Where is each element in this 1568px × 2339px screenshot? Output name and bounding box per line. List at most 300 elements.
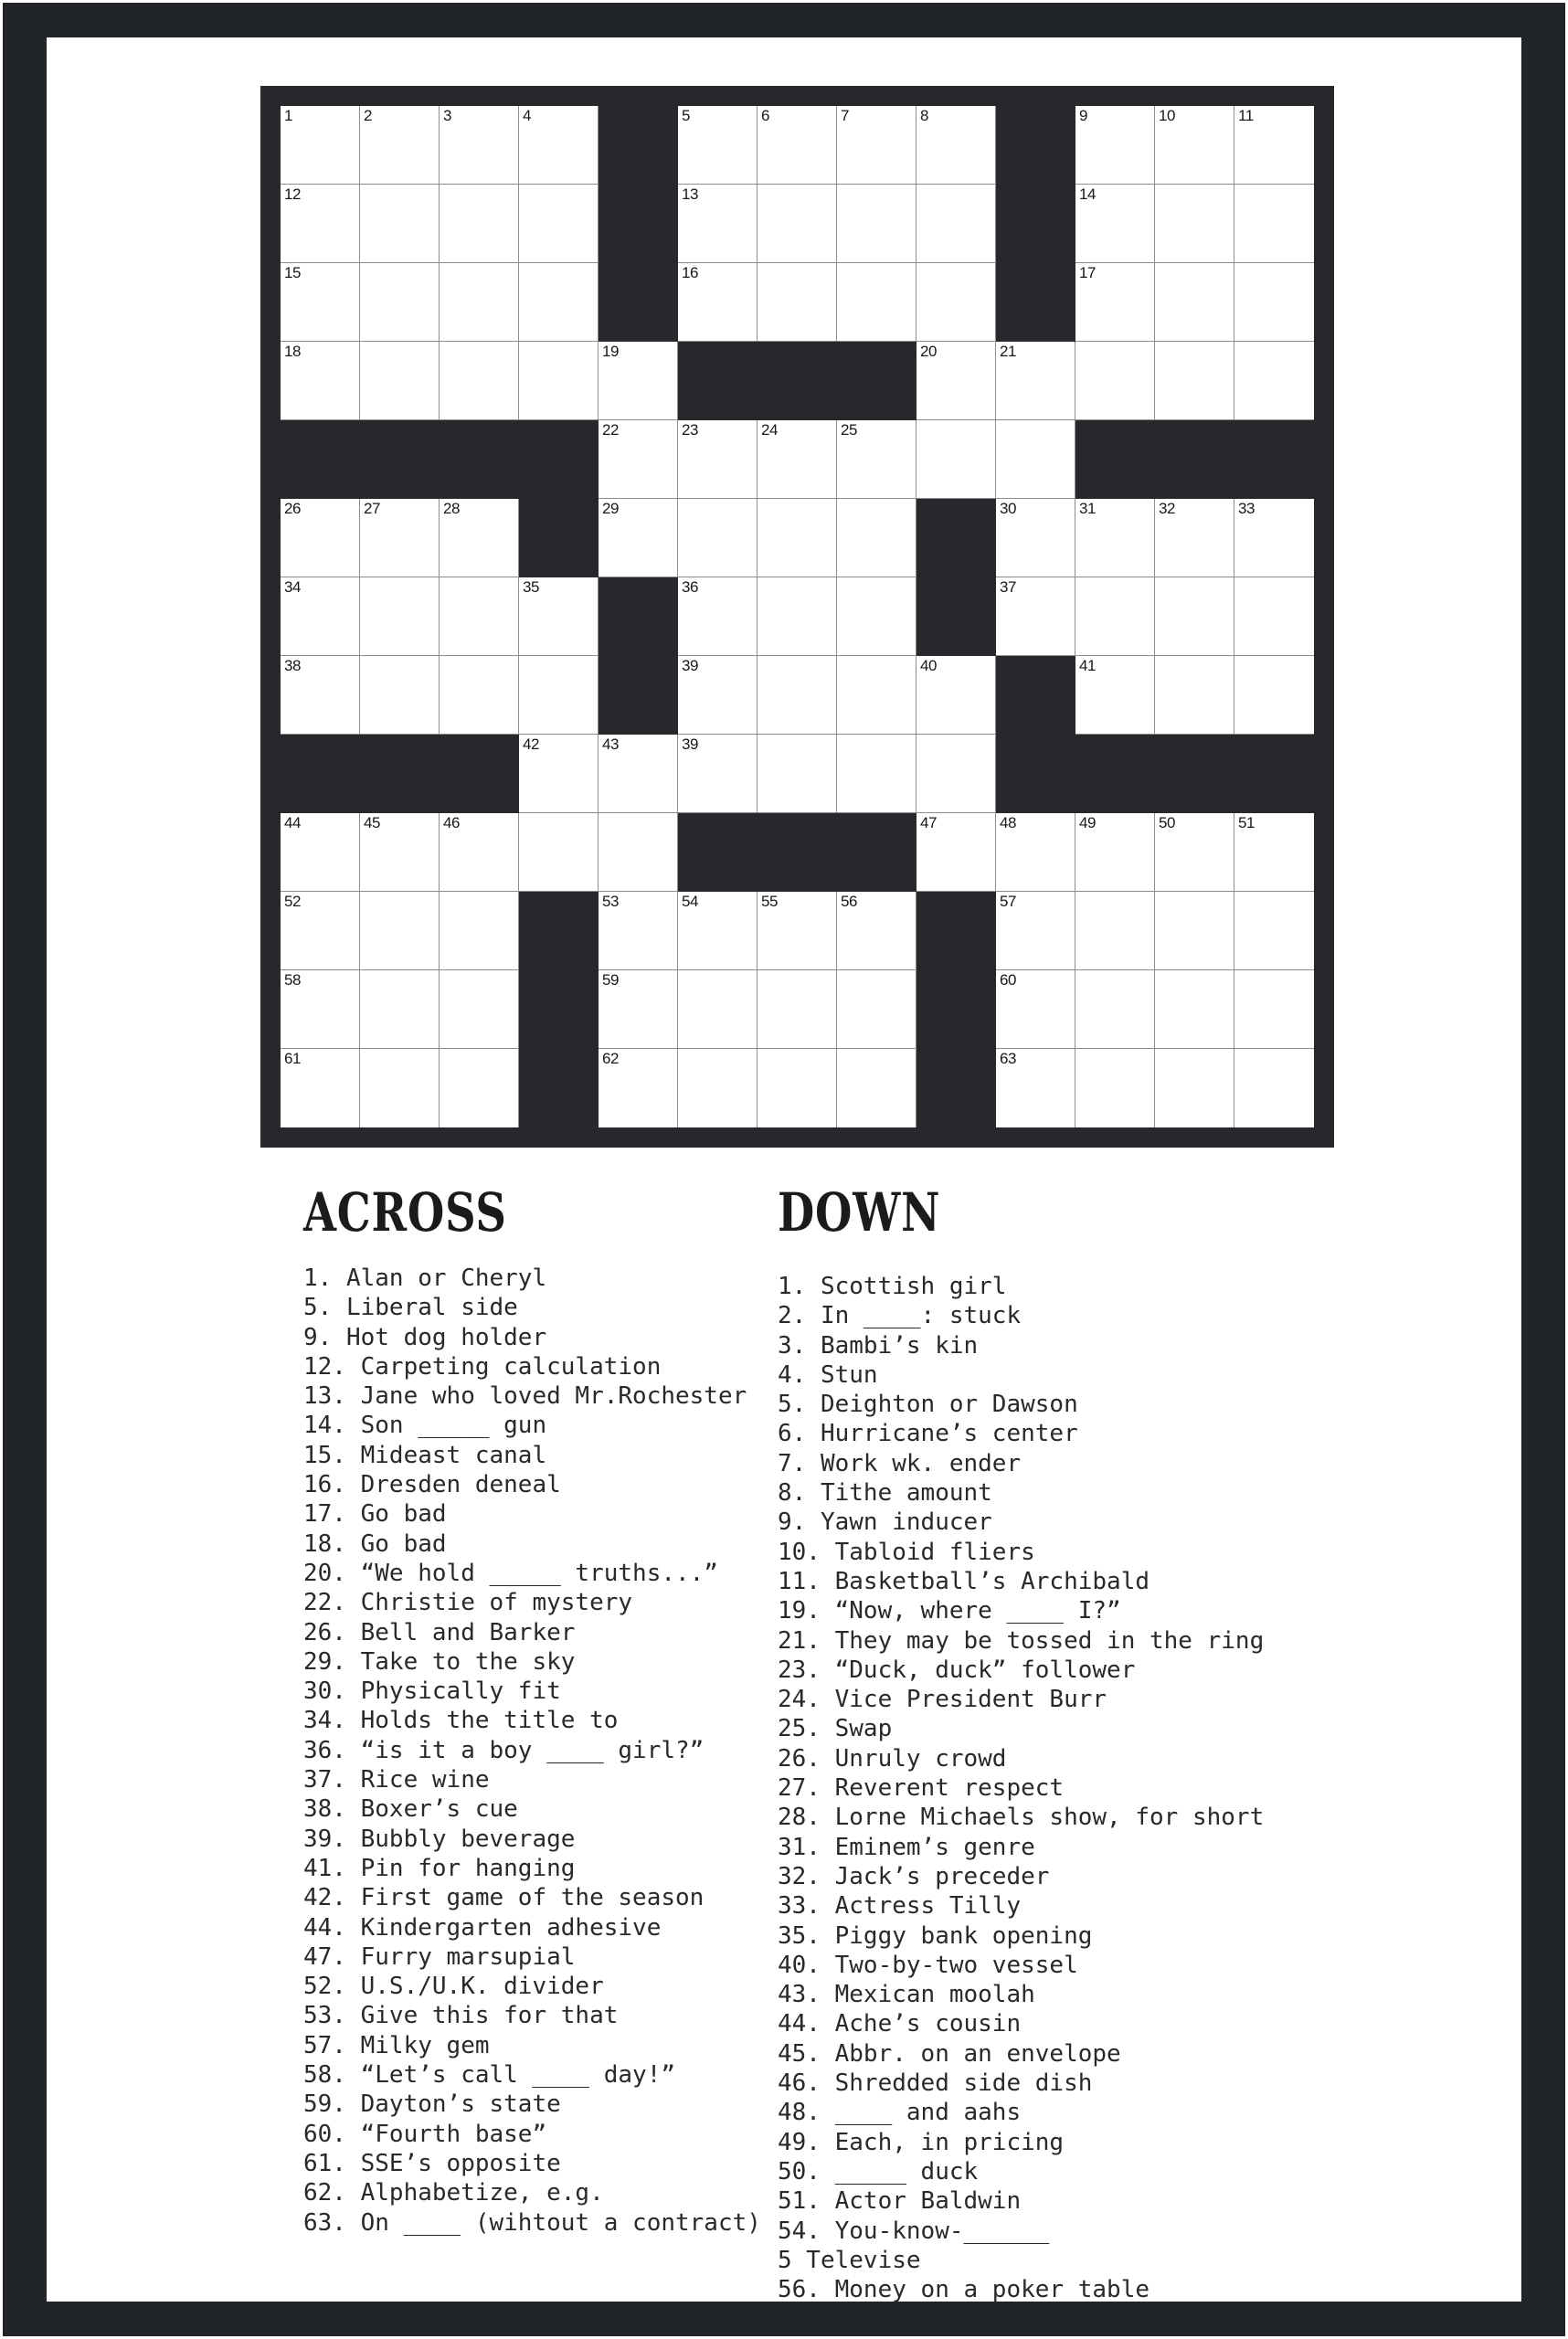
clue-number: 3. <box>778 1331 807 1360</box>
clue-number: 13. <box>303 1382 346 1411</box>
cell-number: 52 <box>284 893 301 910</box>
black-cell <box>916 970 996 1049</box>
grid-cell[interactable] <box>678 970 758 1049</box>
clue-number: 47. <box>303 1942 346 1971</box>
clue-item <box>778 1508 1264 1537</box>
clue-text: SSE’s opposite <box>345 2149 561 2177</box>
clue-text: Holds the title to <box>345 1707 619 1735</box>
clue-number: 5. <box>778 1391 807 1419</box>
clue-item <box>778 2217 1264 2246</box>
clue-text: ____ and aahs <box>820 2099 1022 2127</box>
grid-cell[interactable] <box>837 892 916 970</box>
cell-number: 31 <box>1079 500 1096 517</box>
black-cell <box>440 735 519 813</box>
grid-cell[interactable] <box>1155 263 1234 342</box>
grid-cell[interactable] <box>281 342 360 420</box>
grid-cell[interactable] <box>360 185 440 263</box>
clue-item <box>303 1677 761 1706</box>
grid-cell[interactable] <box>599 892 678 970</box>
clue-text: First game of the season <box>345 1884 705 1912</box>
clue-text: Unruly crowd <box>820 1744 1007 1773</box>
grid-cell[interactable] <box>678 185 758 263</box>
grid-cell[interactable] <box>678 892 758 970</box>
grid-cell[interactable] <box>758 185 837 263</box>
black-cell <box>1234 420 1314 499</box>
clue-item <box>303 2001 761 2030</box>
clue-number: 21. <box>778 1626 821 1655</box>
cell-number: 40 <box>920 657 937 674</box>
clue-item <box>778 2098 1264 2127</box>
grid-cell[interactable] <box>1155 970 1234 1049</box>
grid-cell[interactable] <box>1234 106 1314 185</box>
grid-cell[interactable] <box>440 263 519 342</box>
grid-cell[interactable] <box>281 656 360 735</box>
grid-cell[interactable] <box>440 813 519 892</box>
grid-cell[interactable] <box>996 892 1075 970</box>
grid-cell[interactable] <box>837 263 916 342</box>
clue-number: 46. <box>778 2069 821 2098</box>
clue-number: 44. <box>303 1913 346 1942</box>
grid-cell[interactable] <box>281 813 360 892</box>
grid-cell[interactable] <box>1155 342 1234 420</box>
clue-text: Dresden deneal <box>345 1471 561 1499</box>
across-heading: ACROSS <box>303 1181 507 1244</box>
grid-cell[interactable] <box>1155 577 1234 656</box>
clue-item <box>778 1773 1264 1803</box>
cell-number: 12 <box>284 185 301 203</box>
black-cell <box>1155 420 1234 499</box>
clue-item <box>303 1529 761 1559</box>
grid-cell[interactable] <box>599 970 678 1049</box>
grid-cell[interactable] <box>440 656 519 735</box>
clue-text: In ____: stuck <box>806 1302 1022 1330</box>
grid-cell[interactable] <box>440 185 519 263</box>
grid-cell[interactable] <box>519 185 599 263</box>
grid-cell[interactable] <box>599 342 678 420</box>
clue-item <box>778 1862 1264 1891</box>
grid-cell[interactable] <box>1234 970 1314 1049</box>
clue-number: 51. <box>778 2187 821 2216</box>
grid-cell[interactable] <box>996 577 1075 656</box>
grid-cell[interactable] <box>360 892 440 970</box>
clue-item <box>778 1626 1264 1656</box>
grid-cell[interactable] <box>599 735 678 813</box>
grid-cell[interactable] <box>281 185 360 263</box>
grid-cell[interactable] <box>1155 1049 1234 1127</box>
clue-item <box>303 2090 761 2119</box>
cell-number: 6 <box>761 107 769 124</box>
grid-cell[interactable] <box>678 1049 758 1127</box>
clue-number: 59. <box>303 2090 346 2119</box>
cell-number: 50 <box>1159 814 1175 831</box>
clue-item <box>303 1352 761 1381</box>
grid-cell[interactable] <box>440 970 519 1049</box>
grid-cell[interactable] <box>440 342 519 420</box>
clue-number: 19. <box>778 1597 821 1625</box>
clue-item <box>303 1706 761 1735</box>
grid-cell[interactable] <box>837 1049 916 1127</box>
clue-number: 60. <box>303 2120 346 2148</box>
grid-cell[interactable] <box>360 106 440 185</box>
clue-item <box>778 1272 1264 1301</box>
grid-cell[interactable] <box>281 1049 360 1127</box>
cell-number: 43 <box>602 736 619 753</box>
grid-cell[interactable] <box>1234 813 1314 892</box>
grid-cell[interactable] <box>1155 185 1234 263</box>
cell-number: 39 <box>682 657 698 674</box>
clue-item <box>778 2009 1264 2038</box>
grid-cell[interactable] <box>281 106 360 185</box>
clue-number: 16. <box>303 1471 346 1499</box>
grid-cell[interactable] <box>1234 263 1314 342</box>
clue-item <box>303 1854 761 1883</box>
grid-cell[interactable] <box>519 263 599 342</box>
grid-cell[interactable] <box>599 499 678 577</box>
cell-number: 18 <box>284 343 301 360</box>
clue-number: 1. <box>778 1273 807 1300</box>
grid-cell[interactable] <box>1234 577 1314 656</box>
clue-text: Take to the sky <box>345 1647 576 1676</box>
cell-number: 39 <box>682 736 698 753</box>
clue-number: 26. <box>778 1744 821 1773</box>
grid-cell[interactable] <box>1075 970 1155 1049</box>
grid-cell[interactable] <box>758 1049 837 1127</box>
grid-cell[interactable] <box>1075 892 1155 970</box>
clue-text: Deighton or Dawson <box>806 1391 1078 1419</box>
clue-number: 32. <box>778 1862 821 1890</box>
clue-text: “Let’s call ____ day!” <box>345 2061 675 2090</box>
clue-number: 63. <box>303 2208 346 2237</box>
grid-cell[interactable] <box>916 263 996 342</box>
grid-cell[interactable] <box>996 813 1075 892</box>
clue-text: Hot dog holder <box>332 1323 547 1351</box>
clue-text: They may be tossed in the ring <box>820 1626 1265 1655</box>
clue-number: 31. <box>778 1833 821 1861</box>
clue-item <box>303 2208 761 2238</box>
grid-cell[interactable] <box>440 892 519 970</box>
grid-cell[interactable] <box>1075 813 1155 892</box>
clue-item <box>303 1883 761 1912</box>
clue-text: “Fourth base” <box>345 2120 547 2148</box>
grid-cell[interactable] <box>1234 1049 1314 1127</box>
grid-cell[interactable] <box>1075 499 1155 577</box>
grid-cell[interactable] <box>678 499 758 577</box>
grid-cell[interactable] <box>837 735 916 813</box>
clue-item <box>303 1470 761 1499</box>
cell-number: 33 <box>1238 500 1255 517</box>
clue-item <box>303 1411 761 1440</box>
cell-number: 27 <box>364 500 380 517</box>
down-heading: DOWN <box>778 1181 941 1244</box>
grid-cell[interactable] <box>916 106 996 185</box>
clue-item <box>303 1647 761 1677</box>
cell-number: 23 <box>682 421 698 439</box>
grid-cell[interactable] <box>758 577 837 656</box>
clue-text: Actor Baldwin <box>820 2187 1022 2216</box>
cell-number: 9 <box>1079 107 1087 124</box>
grid-cell[interactable] <box>996 499 1075 577</box>
clue-text: Rice wine <box>345 1766 490 1794</box>
across-clue-list <box>303 1264 761 2238</box>
clue-text: Bambi’s kin <box>806 1331 979 1360</box>
clue-item <box>303 1441 761 1470</box>
black-cell <box>678 813 758 892</box>
clue-item <box>778 2039 1264 2069</box>
clue-text: Pin for hanging <box>345 1854 576 1882</box>
black-cell <box>599 577 678 656</box>
clue-number: 30. <box>303 1678 346 1706</box>
cell-number: 48 <box>1000 814 1016 831</box>
clue-text: Furry marsupial <box>345 1942 576 1971</box>
clue-item <box>778 1538 1264 1567</box>
clue-item <box>303 2120 761 2149</box>
cell-number: 21 <box>1000 343 1016 360</box>
grid-cell[interactable] <box>1234 656 1314 735</box>
cell-number: 17 <box>1079 264 1096 281</box>
black-cell <box>996 735 1075 813</box>
cell-number: 49 <box>1079 814 1096 831</box>
cell-number: 25 <box>841 421 857 439</box>
clue-number: 48. <box>778 2099 821 2127</box>
grid-cell[interactable] <box>360 970 440 1049</box>
black-cell <box>996 263 1075 342</box>
cell-number: 5 <box>682 107 690 124</box>
clue-text: Alphabetize, e.g. <box>345 2179 604 2207</box>
clue-item <box>303 2149 761 2178</box>
clue-item <box>303 1913 761 1942</box>
black-cell <box>519 1049 599 1127</box>
grid-cell[interactable] <box>599 1049 678 1127</box>
grid-cell[interactable] <box>519 342 599 420</box>
grid-cell[interactable] <box>996 420 1075 499</box>
black-cell <box>519 420 599 499</box>
clue-item <box>778 1567 1264 1596</box>
grid-cell[interactable] <box>360 577 440 656</box>
grid-cell[interactable] <box>758 499 837 577</box>
grid-cell[interactable] <box>360 1049 440 1127</box>
clue-number: 18. <box>303 1529 346 1558</box>
grid-cell[interactable] <box>281 892 360 970</box>
grid-cell[interactable] <box>758 656 837 735</box>
black-cell <box>916 892 996 970</box>
grid-cell[interactable] <box>996 1049 1075 1127</box>
grid-cell[interactable] <box>1234 342 1314 420</box>
cell-number: 24 <box>761 421 778 439</box>
grid-cell[interactable] <box>1075 577 1155 656</box>
grid-cell[interactable] <box>678 735 758 813</box>
clue-item <box>778 1921 1264 1951</box>
clue-text: Alan or Cheryl <box>332 1265 547 1292</box>
grid-cell[interactable] <box>758 263 837 342</box>
grid-cell[interactable] <box>1075 656 1155 735</box>
grid-cell[interactable] <box>360 499 440 577</box>
clue-item <box>778 1301 1264 1330</box>
grid-cell[interactable] <box>1075 106 1155 185</box>
grid-cell[interactable] <box>916 185 996 263</box>
black-cell <box>599 106 678 185</box>
clue-item <box>303 1618 761 1647</box>
grid-cell[interactable] <box>519 577 599 656</box>
clue-text: “Now, where ____ I?” <box>820 1597 1121 1625</box>
clue-number: 1. <box>303 1265 333 1292</box>
clue-number: 11. <box>778 1567 821 1595</box>
grid-cell[interactable] <box>440 577 519 656</box>
grid-cell[interactable] <box>758 106 837 185</box>
clue-number: 34. <box>303 1707 346 1735</box>
cell-number: 13 <box>682 185 698 203</box>
clue-number: 61. <box>303 2149 346 2177</box>
grid-cell[interactable] <box>599 420 678 499</box>
grid-cell[interactable] <box>678 656 758 735</box>
clue-text: Jane who loved Mr.Rochester <box>345 1382 747 1411</box>
grid-cell[interactable] <box>1234 892 1314 970</box>
grid-cell[interactable] <box>360 813 440 892</box>
black-cell <box>360 735 440 813</box>
grid-cell[interactable] <box>281 577 360 656</box>
grid-cell[interactable] <box>837 970 916 1049</box>
clue-number: 54. <box>778 2217 821 2245</box>
grid-cell[interactable] <box>678 420 758 499</box>
cell-number: 30 <box>1000 500 1016 517</box>
clue-item <box>778 1891 1264 1921</box>
clue-item <box>303 1323 761 1352</box>
grid-cell[interactable] <box>360 656 440 735</box>
grid-cell[interactable] <box>1234 185 1314 263</box>
grid-cell[interactable] <box>837 656 916 735</box>
clue-text: Physically fit <box>345 1678 561 1706</box>
grid-cell[interactable] <box>1234 499 1314 577</box>
clue-text: Go bad <box>345 1500 447 1529</box>
cell-number: 44 <box>284 814 301 831</box>
cell-number: 11 <box>1238 107 1254 124</box>
black-cell <box>758 813 837 892</box>
grid-cell[interactable] <box>758 420 837 499</box>
cell-number: 4 <box>523 107 531 124</box>
grid-cell[interactable] <box>519 106 599 185</box>
grid-cell[interactable] <box>599 813 678 892</box>
grid-cell[interactable] <box>837 106 916 185</box>
clue-number: 58. <box>303 2061 346 2090</box>
grid-cell[interactable] <box>837 499 916 577</box>
grid-cell[interactable] <box>519 735 599 813</box>
clue-text: Jack’s preceder <box>820 1862 1050 1890</box>
clue-item <box>303 1264 761 1293</box>
clue-number: 62. <box>303 2179 346 2207</box>
cell-number: 41 <box>1079 657 1096 674</box>
clue-number: 25. <box>778 1715 821 1743</box>
clue-number: 28. <box>778 1804 821 1832</box>
grid-cell[interactable] <box>1155 656 1234 735</box>
clue-item <box>778 1744 1264 1773</box>
clue-number: 40. <box>778 1951 821 1979</box>
black-cell <box>519 970 599 1049</box>
clue-text: Dayton’s state <box>345 2090 561 2119</box>
clue-text: Yawn inducer <box>806 1508 992 1537</box>
grid-cell[interactable] <box>837 420 916 499</box>
grid-cell[interactable] <box>996 342 1075 420</box>
clue-number: 44. <box>778 2010 821 2038</box>
clue-number: 43. <box>778 1981 821 2009</box>
black-cell <box>758 342 837 420</box>
clue-text: Tabloid fliers <box>820 1538 1035 1566</box>
grid-cell[interactable] <box>758 892 837 970</box>
grid-cell[interactable] <box>1155 813 1234 892</box>
black-cell <box>519 499 599 577</box>
grid-cell[interactable] <box>440 1049 519 1127</box>
grid-cell[interactable] <box>678 263 758 342</box>
grid-cell[interactable] <box>678 577 758 656</box>
clue-text: Ache’s cousin <box>820 2010 1022 2038</box>
crossword-grid <box>260 86 1334 1148</box>
grid-cell[interactable] <box>1075 263 1155 342</box>
black-cell <box>837 813 916 892</box>
grid-cell[interactable] <box>916 420 996 499</box>
grid-cell[interactable] <box>1155 892 1234 970</box>
grid-cell[interactable] <box>837 577 916 656</box>
grid-cell[interactable] <box>916 735 996 813</box>
clue-text: Hurricane’s center <box>806 1420 1078 1448</box>
clue-item <box>778 1803 1264 1832</box>
clue-number: 7. <box>778 1449 807 1477</box>
clue-number: 10. <box>778 1538 821 1566</box>
grid-cell[interactable] <box>1075 1049 1155 1127</box>
cell-number: 53 <box>602 893 619 910</box>
grid-cell[interactable] <box>1075 185 1155 263</box>
grid-cell[interactable] <box>519 656 599 735</box>
clue-item <box>778 1685 1264 1714</box>
clue-text: On ____ (wihtout a contract) <box>345 2208 761 2237</box>
grid-cell[interactable] <box>916 342 996 420</box>
grid-cell[interactable] <box>360 263 440 342</box>
grid-cell[interactable] <box>281 970 360 1049</box>
clue-text: Basketball’s Archibald <box>820 1567 1150 1595</box>
grid-cell[interactable] <box>678 106 758 185</box>
clue-text: Actress Tilly <box>820 1892 1022 1921</box>
clue-text: Mideast canal <box>345 1441 547 1469</box>
grid-cell[interactable] <box>996 970 1075 1049</box>
grid-cell[interactable] <box>281 263 360 342</box>
grid-cell[interactable] <box>360 342 440 420</box>
clue-text: “is it a boy ____ girl?” <box>345 1736 705 1764</box>
clue-item <box>778 2157 1264 2186</box>
clue-item <box>303 2060 761 2090</box>
clue-item <box>778 2069 1264 2098</box>
black-cell <box>281 420 360 499</box>
clue-text: Boxer’s cue <box>345 1795 518 1824</box>
grid-cell[interactable] <box>758 970 837 1049</box>
grid-cell[interactable] <box>837 185 916 263</box>
grid-cell[interactable] <box>281 499 360 577</box>
clue-number: 50. <box>778 2157 821 2186</box>
clue-number: 6. <box>778 1420 807 1448</box>
black-cell <box>916 499 996 577</box>
grid-cell[interactable] <box>519 813 599 892</box>
grid-cell[interactable] <box>440 106 519 185</box>
clue-number: 26. <box>303 1618 346 1646</box>
black-cell <box>837 342 916 420</box>
grid-cell[interactable] <box>916 813 996 892</box>
grid-cell[interactable] <box>758 735 837 813</box>
grid-cell[interactable] <box>916 656 996 735</box>
grid-cell[interactable] <box>1155 499 1234 577</box>
clue-item <box>303 1559 761 1588</box>
clue-item <box>303 2031 761 2060</box>
grid-cell[interactable] <box>1075 342 1155 420</box>
clue-number: 23. <box>778 1656 821 1684</box>
grid-cell[interactable] <box>1155 106 1234 185</box>
clue-number: 24. <box>778 1686 821 1714</box>
grid-cell[interactable] <box>440 499 519 577</box>
